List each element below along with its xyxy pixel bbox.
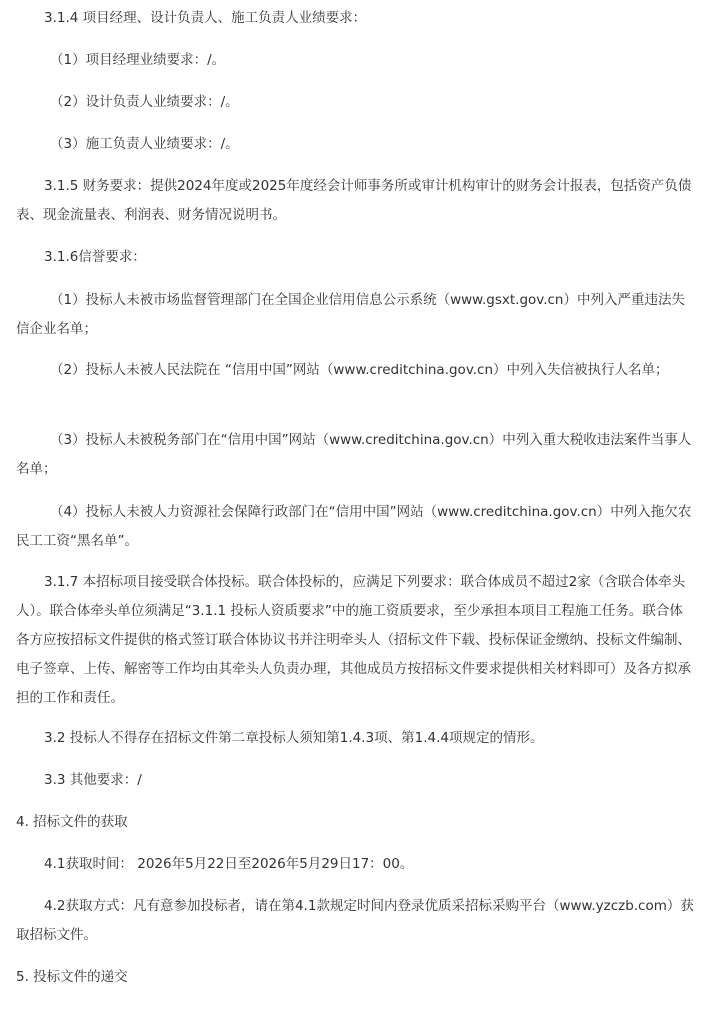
requirement-item: （1）项目经理业绩要求：/。: [50, 52, 226, 68]
section-5-heading: 5. 投标文件的递交: [16, 969, 128, 985]
section-3-1-5-paragraph: 3.1.5 财务要求：提供2024年度或2025年度经会计师事务所或审计机构审计的财务会计报表，包括资产负债表、现金流量表、利润表、财务情况说明书。: [16, 178, 692, 223]
section-3-2-paragraph: 3.2 投标人不得存在招标文件第二章投标人须知第1.4.3项、第1.4.4项规定的情形。: [44, 730, 544, 746]
credit-requirement-item: （1）投标人未被市场监督管理部门在全国企业信用信息公示系统（www.gsxt.gov.cn）中列入严重违法失信企业名单；: [16, 292, 685, 337]
requirement-item: （2）设计负责人业绩要求：/。: [50, 94, 239, 110]
credit-requirement-item: （2）投标人未被人民法院在 “信用中国”网站（www.creditchina.gov.cn）中列入失信被执行人名单；: [50, 362, 669, 378]
section-3-1-4-heading: 3.1.4 项目经理、设计负责人、施工负责人业绩要求：: [44, 10, 367, 26]
section-4-heading: 4. 招标文件的获取: [16, 814, 128, 830]
credit-requirement-item: （4）投标人未被人力资源社会保障行政部门在“信用中国”网站（www.creditchina.gov.cn）中列入拖欠农民工工资“黑名单”。: [16, 504, 692, 549]
credit-requirement-item: （3）投标人未被税务部门在“信用中国”网站（www.creditchina.gov.cn）中列入重大税收违法案件当事人名单；: [16, 432, 692, 477]
section-3-3-paragraph: 3.3 其他要求：/: [44, 772, 142, 788]
section-3-1-7-paragraph: 3.1.7 本招标项目接受联合体投标。联合体投标的，应满足下列要求：联合体成员不超过2家（含联合体牵头人）。联合体牵头单位须满足“3.1.1 投标人资质要求”中的施工资质要求，至少承担本项目工程施工任务。联合体各方应按招标文件提供的格式签订联合体协议书并注明牵头人（招标文件下载、投标保证金缴纳、投标文件编制、电子签章、上传、解密等工作均由其牵头人负责办理，其他成员方按招标文件要求提供相关材料即可）及各方拟承担的工作和责任。: [16, 574, 691, 706]
section-3-1-6-heading: 3.1.6信誉要求：: [44, 249, 146, 265]
requirement-item: （3）施工负责人业绩要求：/。: [50, 136, 239, 152]
section-4-2-paragraph: 4.2获取方式：凡有意参加投标者，请在第4.1款规定时间内登录优质采招标采购平台（www.yzczb.com）获取招标文件。: [16, 898, 694, 943]
section-4-1-paragraph: 4.1获取时间： 2026年5月22日至2026年5月29日17：00。: [44, 856, 414, 872]
